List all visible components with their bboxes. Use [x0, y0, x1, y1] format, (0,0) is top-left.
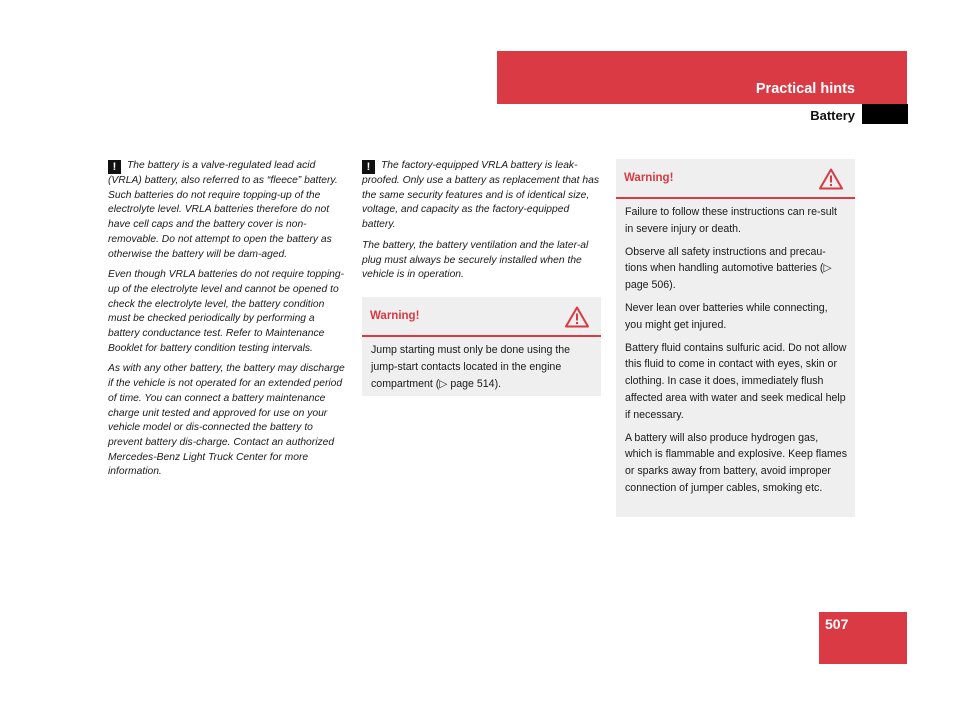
page-number: 507: [825, 616, 849, 632]
warning-triangle-icon: [565, 306, 589, 328]
notice-icon: !: [108, 160, 121, 174]
section-title: Practical hints: [755, 81, 855, 97]
section-tab-marker: [862, 104, 908, 124]
paragraph: The battery, the battery ventilation and the later-al plug must always be securely installed when the vehicle is in operation.: [362, 239, 589, 281]
column-middle: [362, 159, 602, 289]
warning-paragraph: Never lean over batteries while connecting, you might get injured.: [625, 301, 828, 331]
subsection-title: Battery: [810, 108, 855, 123]
column-left: [108, 159, 346, 486]
warning-paragraph: Observe all safety instructions and precau-tions when handling automotive batteries (▷ page 506).: [625, 245, 832, 292]
warning-title: Warning!: [370, 310, 420, 322]
notice-paragraph: [108, 159, 346, 262]
paragraph: As with any other battery, the battery may discharge if the vehicle is not operated for an extended period of time. You can connect a battery maintenance charge unit tested and approved for use on your vehicle model or dis-connected the battery to prevent battery dis-charge. Contact an authorized Mercedes-Benz Light Truck Center for more information.: [108, 363, 345, 478]
warning-body: [616, 199, 855, 497]
paragraph: Even though VRLA batteries do not require topping-up of the electrolyte level and cannot be opened to check the electrolyte level, the battery condition must be checked periodically by performing a battery conductance test. Refer to Maintenance Booklet for battery condition testing intervals.: [108, 269, 345, 354]
paragraph-text: The factory-equipped VRLA battery is leak-proofed. Only use a battery as replacement that has the same security features and is of identical size, voltage, and capacity as the factory-equipped battery.: [362, 160, 599, 231]
warning-header: [616, 159, 855, 199]
warning-triangle-icon: [819, 168, 843, 190]
warning-paragraph: A battery will also produce hydrogen gas, which is flammable and explosive. Keep flames or sparks away from battery, avoid improper connection of jumper cables, smoking etc.: [625, 431, 847, 494]
notice-paragraph: [362, 159, 602, 233]
warning-header: [362, 297, 601, 337]
notice-icon: !: [362, 160, 375, 174]
warning-paragraph: Failure to follow these instructions can re-sult in severe injury or death.: [625, 206, 837, 235]
warning-box-battery-safety: [616, 159, 855, 517]
warning-paragraph: Jump starting must only be done using the jump-start contacts located in the engine compartment (▷ page 514).: [371, 344, 571, 390]
warning-title: Warning!: [624, 172, 674, 184]
warning-box-jump-start: [362, 297, 601, 396]
paragraph-text: The battery is a valve-regulated lead acid (VRLA) battery, also referred to as “fleece” battery. Such batteries do not require topping-up of the electrolyte level. VRLA batteries therefore do not have cell caps and the battery cover is non-removable. Do not attempt to open the battery as otherwise the battery will be dam-aged.: [108, 160, 338, 260]
warning-paragraph: Battery fluid contains sulfuric acid. Do not allow this fluid to come in contact with eyes, skin or clothing. In case it does, immediately flush affected area with water and seek medical help if necessary.: [625, 341, 847, 421]
warning-body: [362, 337, 601, 392]
